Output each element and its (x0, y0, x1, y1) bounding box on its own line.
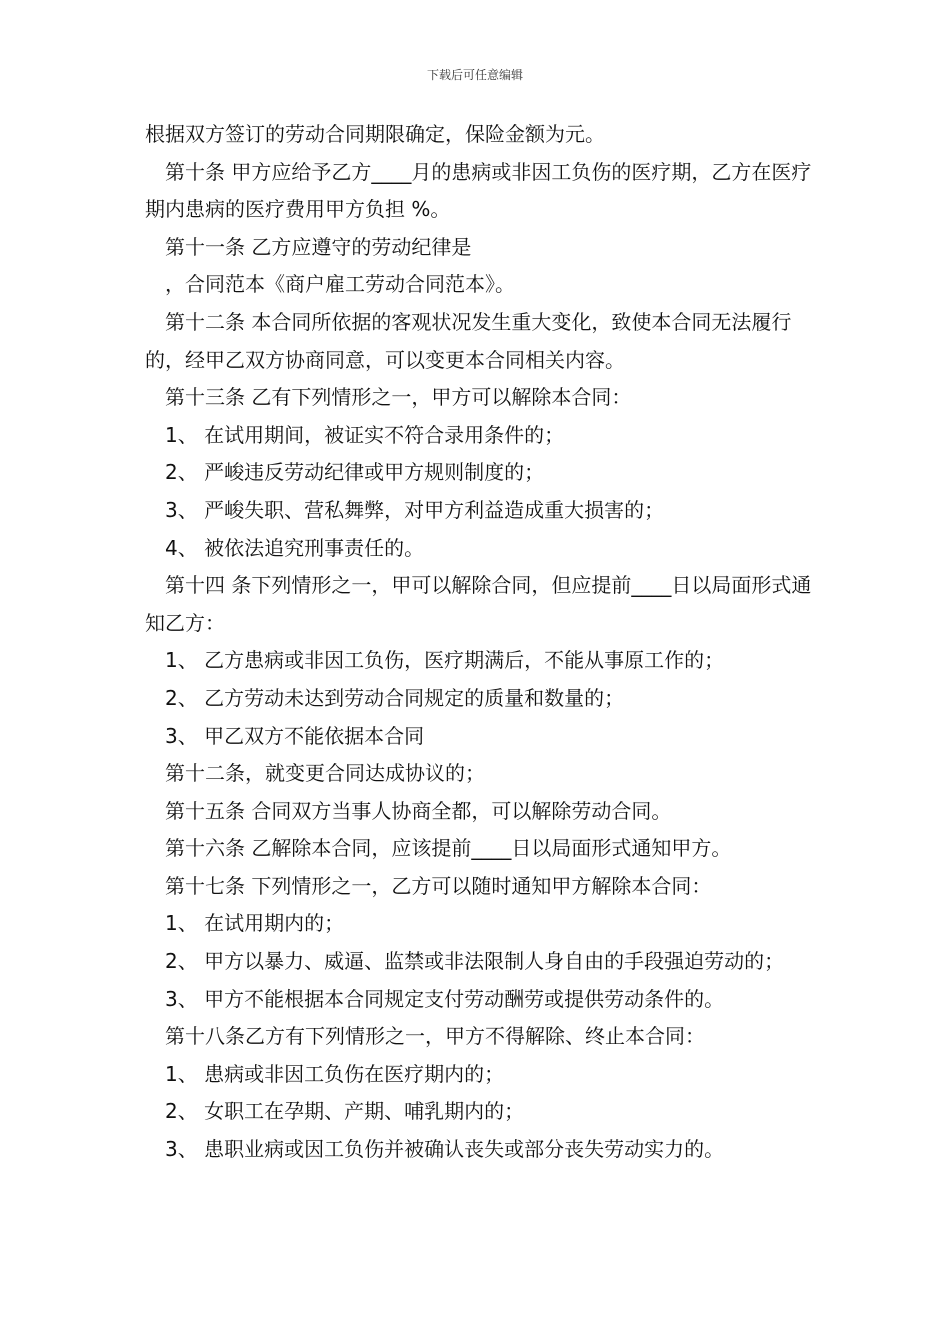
list-item: 3、 甲乙双方不能依据本合同 (165, 723, 425, 748)
list-item: 1、 在试用期间，被证实不符合录用条件的； (165, 422, 565, 447)
paragraph: 第十一条 乙方应遵守的劳动纪律是 (165, 234, 472, 259)
list-item: 3、 严峻失职、营私舞弊，对甲方利益造成重大损害的； (165, 497, 665, 522)
list-item: 2、 乙方劳动未达到劳动合同规定的质量和数量的； (165, 685, 625, 710)
list-item: 3、 甲方不能根据本合同规定支付劳动酬劳或提供劳动条件的。 (165, 986, 725, 1011)
paragraph: 第十七条 下列情形之一，乙方可以随时通知甲方解除本合同： (165, 873, 712, 898)
page-header: 下载后可任意编辑 (426, 68, 523, 82)
paragraph: 第十八条乙方有下列情形之一，甲方不得解除、终止本合同： (165, 1024, 705, 1049)
paragraph: 第十四 条下列情形之一，甲可以解除合同，但应提前____日以局面形式通知乙方： (145, 573, 812, 635)
list-item: 1、 在试用期内的； (165, 911, 345, 936)
list-item: 4、 被依法追究刑事责任的。 (165, 535, 425, 560)
list-item: 1、 患病或非因工负伤在医疗期内的； (165, 1061, 505, 1086)
list-item: 2、 女职工在孕期、产期、哺乳期内的； (165, 1099, 525, 1124)
paragraph: 第十六条 乙解除本合同，应该提前____日以局面形式通知甲方。 (165, 836, 732, 861)
paragraph: 第十三条 乙有下列情形之一，甲方可以解除本合同： (165, 385, 632, 410)
paragraph: 第十二条，就变更合同达成协议的； (165, 761, 485, 786)
list-item: 2、 严峻违反劳动纪律或甲方规则制度的； (165, 460, 545, 485)
list-item: 3、 患职业病或因工负伤并被确认丧失或部分丧失劳动实力的。 (165, 1137, 725, 1162)
paragraph: ，合同范本《商户雇工劳动合同范本》。 (165, 272, 515, 297)
paragraph: 第十条 甲方应给予乙方____月的患病或非因工负伤的医疗期，乙方在医疗期内患病的医疗费用甲方负担 %。 (145, 159, 812, 222)
list-item: 2、 甲方以暴力、威逼、监禁或非法限制人身自由的手段强迫劳动的； (165, 949, 785, 974)
paragraph: 第十二条 本合同所依据的客观状况发生重大变化，致使本合同无法履行的，经甲乙双方协商同意，可以变更本合同相关内容。 (145, 309, 792, 372)
list-item: 1、 乙方患病或非因工负伤，医疗期满后，不能从事原工作的； (165, 648, 725, 673)
document-body (145, 116, 813, 1169)
paragraph: 根据双方签订的劳动合同期限确定，保险金额为元。 (145, 122, 605, 146)
paragraph: 第十五条 合同双方当事人协商全都，可以解除劳动合同。 (165, 798, 672, 823)
